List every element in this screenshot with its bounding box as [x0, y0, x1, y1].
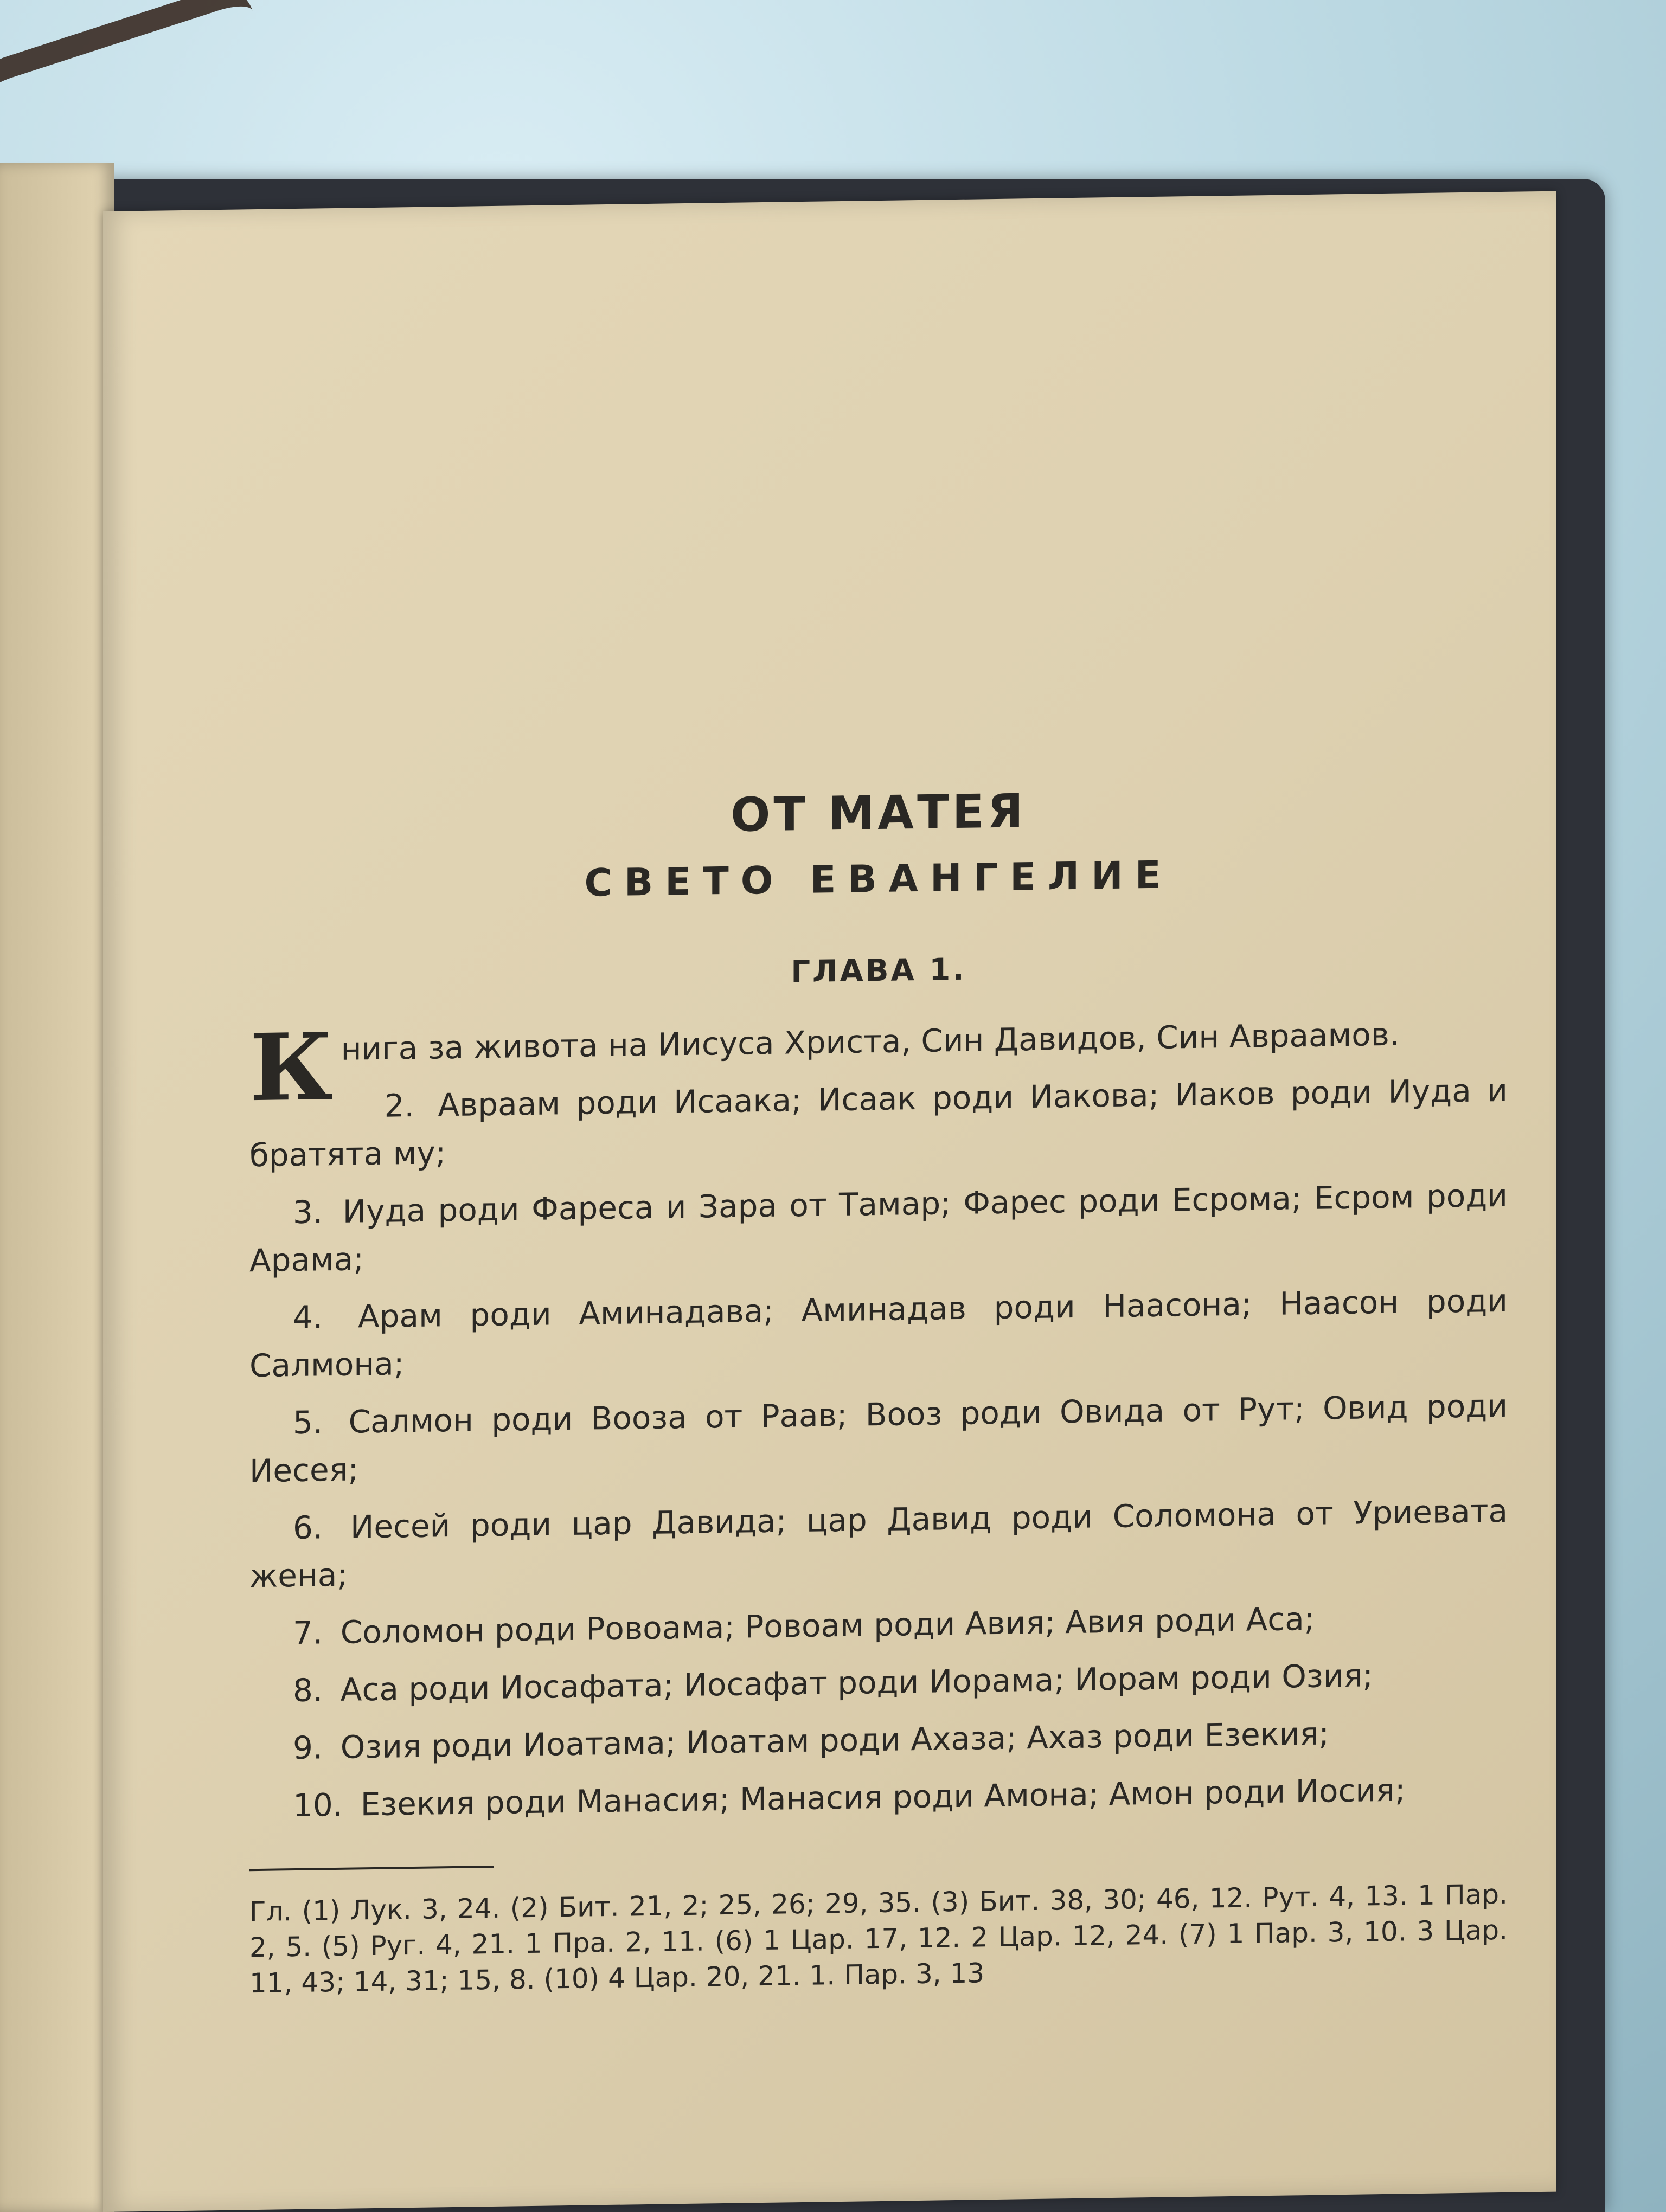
verse-text: Иуда роди Фареса и Зара от Тамар; Фарес роди Есрома; Есром роди Арама; [249, 1176, 1508, 1279]
verse-number: 3. [293, 1193, 323, 1231]
verse-7 [249, 1592, 1508, 1657]
verse-number: 6. [293, 1509, 323, 1547]
verse-text: Авраам роди Исаака; Исаак роди Иакова; Иаков роди Иуда и братята му; [249, 1071, 1508, 1174]
verse-text: Салмон роди Вооза от Раав; Вооз роди Овида от Рут; Овид роди Иесея; [249, 1387, 1508, 1490]
verse-number: 5. [293, 1404, 323, 1442]
page-content [249, 777, 1508, 2001]
book-page [103, 191, 1556, 2212]
verse-number: 9. [293, 1729, 323, 1767]
verse-2 [249, 1066, 1508, 1179]
verse-10 [249, 1765, 1508, 1830]
left-page-edge [0, 163, 114, 2212]
verse-text: Арам роди Аминадава; Аминадав роди Наасона; Наасон роди Салмона; [249, 1282, 1508, 1385]
footnote-rule [249, 1866, 494, 1871]
verse-9 [249, 1707, 1508, 1772]
verse-6 [249, 1487, 1508, 1600]
verse-text: Езекия роди Манасия; Манасия роди Амона; Амон роди Иосия; [360, 1771, 1406, 1823]
verse-number: 10. [293, 1786, 343, 1824]
book-title: ОТ МАТЕЯ [731, 784, 1027, 843]
chapter-heading: ГЛАВА 1. [791, 951, 966, 990]
verse-5 [249, 1382, 1508, 1495]
book-subtitle: СВЕТО ЕВАНГЕЛИЕ [584, 852, 1173, 905]
drop-cap: К [249, 1013, 334, 1123]
verse-text: Иесей роди цар Давида; цар Давид роди Соломона от Уриевата жена; [249, 1492, 1508, 1595]
verse-text: Озия роди Иоатама; Иоатам роди Ахаза; Ахаз роди Езекия; [340, 1715, 1329, 1766]
verse-4 [249, 1277, 1508, 1390]
verse-number: 4. [293, 1298, 323, 1336]
verse-8 [249, 1650, 1508, 1715]
verse-text: Соломон роди Ровоама; Ровоам роди Авия; Авия роди Аса; [340, 1600, 1315, 1651]
footnote: Гл. (1) Лук. 3, 24. (2) Бит. 21, 2; 25, 26; 29, 35. (3) Бит. 38, 30; 46, 12. Рут. 4, 13. 1 Пар. 2, 5. (5) Руг. 4, 21. 1 Пра. 2, 11. (6) 1 Цар. 17, 12. 2 Цар. 12, 24. (7) 1 Пар. 3, 10. 3 Цар. 11, 43; 14, 31; 15, 8. (10) 4 Цар. 20, 21. 1. Пар. 3, 13 [249, 1878, 1508, 1999]
verse-3 [249, 1172, 1508, 1284]
verse-text: Аса роди Иосафата; Иосафат роди Иорама; Иорам роди Озия; [340, 1657, 1373, 1708]
verse-1-text: нига за живота на Иисуса Христа, Син Давидов, Син Авраамов. [341, 1015, 1400, 1068]
verse-number: 8. [293, 1671, 323, 1709]
verse-number: 2. [384, 1086, 414, 1124]
verse-number: 7. [293, 1614, 323, 1652]
